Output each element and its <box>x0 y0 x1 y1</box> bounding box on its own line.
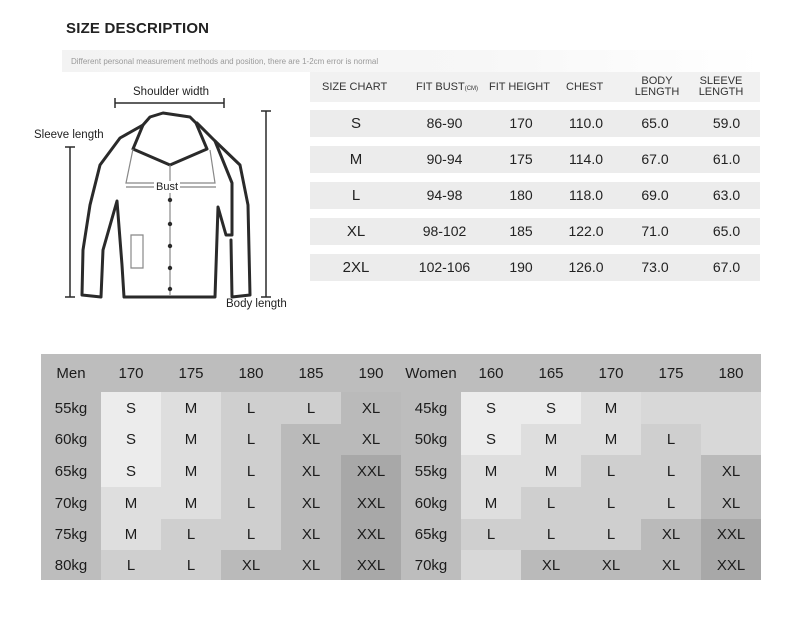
women-header: Women <box>405 364 457 382</box>
page-title: SIZE DESCRIPTION <box>66 20 210 37</box>
men-size-cell: XL <box>281 550 341 580</box>
bust-label: Bust <box>156 181 179 193</box>
men-size-cell: XL <box>281 424 341 455</box>
size-cell-fit-bust: 90-94 <box>426 151 463 167</box>
women-size-cell: XL <box>641 519 701 550</box>
women-size-cell <box>461 550 521 580</box>
size-cell-fit-bust: 86-90 <box>426 115 463 131</box>
women-height-header: 175 <box>658 364 684 382</box>
women-size-cell <box>641 392 701 424</box>
women-size-cell: XL <box>581 550 641 580</box>
men-size-cell: L <box>221 487 281 519</box>
jacket-outline-icon <box>0 75 310 325</box>
size-cell-chest: 114.0 <box>569 151 603 167</box>
men-size-cell: M <box>161 487 221 519</box>
women-size-cell: M <box>521 424 581 455</box>
women-size-cell: XL <box>701 487 761 519</box>
men-height-header: 175 <box>178 364 204 382</box>
size-cell-sleeve-length: 61.0 <box>712 151 741 167</box>
men-size-cell: XL <box>341 424 401 455</box>
women-size-cell <box>701 424 761 455</box>
col-body-length-1: BODY <box>641 75 673 87</box>
women-size-cell: XL <box>521 550 581 580</box>
size-cell-size: M <box>349 151 363 168</box>
men-header: Men <box>56 364 86 382</box>
men-weight-label: 55kg <box>54 399 88 417</box>
size-cell-size: XL <box>346 223 366 240</box>
women-weight-label: 60kg <box>414 494 448 512</box>
size-cell-body-length: 69.0 <box>641 187 669 203</box>
men-size-cell: L <box>221 392 281 424</box>
men-size-cell: S <box>101 424 161 455</box>
men-weight-label: 60kg <box>54 431 88 448</box>
col-chest: CHEST <box>566 81 604 93</box>
women-size-cell: L <box>641 487 701 519</box>
body-length-label: Body length <box>226 298 287 310</box>
col-sleeve-length-2: LENGTH <box>698 86 744 98</box>
size-cell-sleeve-length: 63.0 <box>712 187 741 203</box>
col-fit-bust <box>416 82 478 95</box>
col-fit-bust-label: FIT BUST <box>416 81 465 93</box>
size-cell-size: S <box>350 115 361 132</box>
men-size-cell: XL <box>281 519 341 550</box>
men-size-cell: L <box>101 550 161 580</box>
men-height-header: 170 <box>118 364 144 382</box>
women-height-header: 165 <box>538 364 564 382</box>
women-size-cell: XL <box>701 455 761 487</box>
men-size-cell: XL <box>281 487 341 519</box>
size-cell-body-length: 67.0 <box>641 151 669 167</box>
size-cell-fit-bust: 102-106 <box>418 259 471 275</box>
men-size-cell: L <box>221 455 281 487</box>
size-cell-sleeve-length: 65.0 <box>712 223 741 239</box>
size-cell-sleeve-length: 59.0 <box>712 115 741 131</box>
men-size-cell: XXL <box>341 487 401 519</box>
women-size-cell: L <box>581 519 641 550</box>
men-size-cell: S <box>101 392 161 424</box>
women-weight-label: 55kg <box>414 462 448 480</box>
size-cell-chest: 126.0 <box>568 259 604 275</box>
size-cell-fit-height: 190 <box>509 259 533 275</box>
women-size-cell: S <box>521 392 581 424</box>
size-cell-fit-height: 170 <box>509 115 533 131</box>
women-size-cell: M <box>581 424 641 455</box>
women-size-cell: M <box>461 487 521 519</box>
women-weight-label: 45kg <box>414 399 448 417</box>
men-size-cell: XXL <box>341 455 401 487</box>
size-cell-fit-height: 185 <box>509 223 533 239</box>
men-weight-label: 80kg <box>54 556 88 574</box>
men-size-cell: L <box>221 519 281 550</box>
men-size-cell: L <box>281 392 341 424</box>
col-fit-height: FIT HEIGHT <box>489 81 550 93</box>
women-weight-label: 50kg <box>414 431 448 448</box>
women-size-cell: L <box>581 455 641 487</box>
women-size-cell: S <box>461 392 521 424</box>
men-size-cell: M <box>101 519 161 550</box>
men-size-cell: S <box>101 455 161 487</box>
men-size-cell: XL <box>281 455 341 487</box>
men-weight-label: 70kg <box>54 494 88 512</box>
women-size-cell: L <box>641 455 701 487</box>
size-fit-grid <box>41 354 761 580</box>
women-size-cell: M <box>461 455 521 487</box>
col-size-chart: SIZE CHART <box>322 81 388 93</box>
measurement-note: Different personal measurement methods and position, there are 1-2cm error is normal <box>71 57 379 66</box>
size-row <box>310 182 760 209</box>
size-cell-chest: 122.0 <box>568 223 604 239</box>
men-size-cell: M <box>161 392 221 424</box>
size-cell-chest: 118.0 <box>569 187 603 203</box>
men-size-cell: XXL <box>341 550 401 580</box>
men-size-cell: M <box>161 424 221 455</box>
size-cell-body-length: 71.0 <box>641 223 669 239</box>
men-height-header: 190 <box>358 364 384 382</box>
size-cell-fit-bust: 98-102 <box>422 223 467 239</box>
size-cell-body-length: 73.0 <box>641 259 669 275</box>
men-height-header: 180 <box>238 364 264 382</box>
women-weight-label: 70kg <box>414 556 448 574</box>
men-size-cell: L <box>161 550 221 580</box>
size-row <box>310 146 760 173</box>
size-cell-size: L <box>351 187 361 204</box>
size-row <box>310 218 760 245</box>
col-fit-bust-unit: (CM) <box>464 86 479 92</box>
men-size-cell: M <box>101 487 161 519</box>
men-size-cell: XL <box>341 392 401 424</box>
size-cell-sleeve-length: 67.0 <box>712 259 741 275</box>
women-height-header: 180 <box>718 364 744 382</box>
measurement-diagram <box>0 75 310 325</box>
size-row <box>310 254 760 281</box>
size-chart-header <box>310 72 760 102</box>
men-height-header: 185 <box>298 364 324 382</box>
men-size-cell: L <box>221 424 281 455</box>
sleeve-length-label: Sleeve length <box>34 129 104 141</box>
col-sleeve-length-1: SLEEVE <box>699 75 743 87</box>
men-size-cell: XL <box>221 550 281 580</box>
women-weight-label: 65kg <box>414 526 448 543</box>
women-height-header: 160 <box>478 364 504 382</box>
women-size-cell: XL <box>641 550 701 580</box>
size-row <box>310 110 760 137</box>
women-size-cell: M <box>581 392 641 424</box>
men-size-cell: M <box>161 455 221 487</box>
women-size-cell: L <box>461 519 521 550</box>
women-size-cell <box>701 392 761 424</box>
size-cell-size: 2XL <box>342 259 370 276</box>
women-size-cell: L <box>521 519 581 550</box>
women-size-cell: XXL <box>701 519 761 550</box>
women-size-cell: M <box>521 455 581 487</box>
men-weight-label: 75kg <box>54 526 88 543</box>
women-size-cell: L <box>581 487 641 519</box>
women-size-cell: L <box>641 424 701 455</box>
col-body-length-2: LENGTH <box>634 86 680 98</box>
men-size-cell: L <box>161 519 221 550</box>
women-size-cell: L <box>521 487 581 519</box>
women-size-cell: S <box>461 424 521 455</box>
size-cell-body-length: 65.0 <box>641 115 669 131</box>
shoulder-width-label: Shoulder width <box>133 86 210 98</box>
women-height-header: 170 <box>598 364 624 382</box>
size-cell-fit-height: 180 <box>509 187 533 203</box>
women-size-cell: XXL <box>701 550 761 580</box>
size-cell-fit-bust: 94-98 <box>426 187 463 203</box>
men-size-cell: XXL <box>341 519 401 550</box>
size-cell-fit-height: 175 <box>509 151 533 167</box>
size-cell-chest: 110.0 <box>569 115 603 131</box>
men-weight-label: 65kg <box>54 462 88 480</box>
